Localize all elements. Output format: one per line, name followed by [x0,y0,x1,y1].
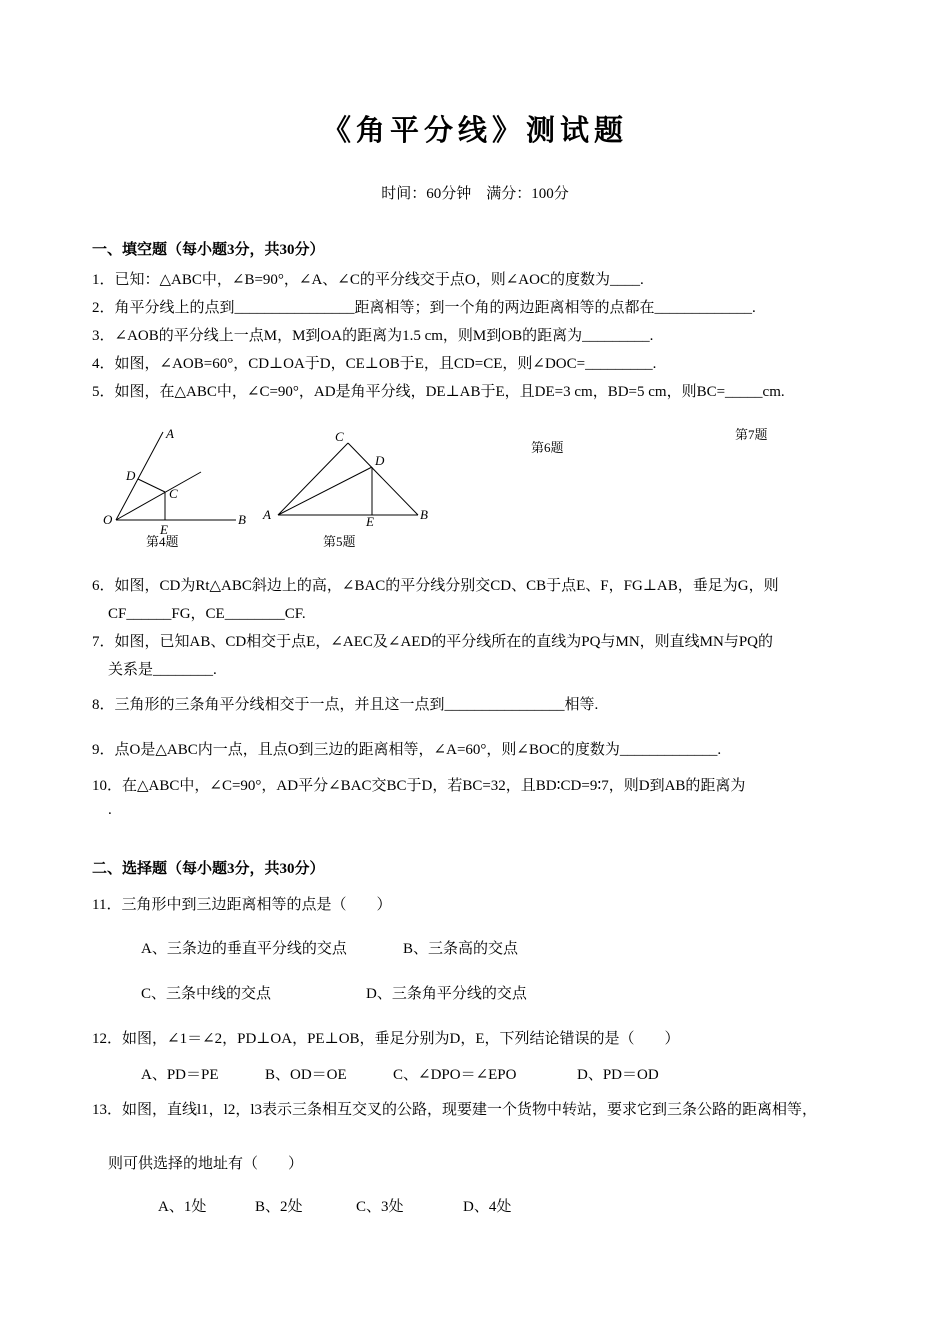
question-3: 3．∠AOB的平分线上一点M，M到OA的距离为1.5 cm，则M到OB的距离为_________. [92,328,654,344]
figure-5-diagram [258,425,438,530]
q11-option-a: A、三条边的垂直平分线的交点 [141,941,347,957]
q11-option-c: C、三条中线的交点 [141,986,272,1002]
section1-heading: 一、填空题（每小题3分，共30分） [92,242,325,258]
figure-5-caption: 第5题 [323,534,356,549]
fig4-label-c: C [169,486,178,501]
q13-option-b: B、2处 [255,1199,303,1215]
q11-option-d: D、三条角平分线的交点 [366,986,527,1002]
question-9: 9．点O是△ABC内一点，且点O到三边的距离相等，∠A=60°，则∠BOC的度数为_____________. [92,742,722,758]
fig5-label-b: B [420,507,428,522]
fig4-label-o: O [103,512,113,527]
fig4-label-e: E [160,522,168,537]
question-1: 1．已知：△ABC中，∠B=90°，∠A、∠C的平分线交于点O，则∠AOC的度数为____. [92,272,644,288]
fig4-label-d: D [126,468,136,483]
figure-4-caption: 第4题 [146,534,179,549]
fig4-label-a: A [166,426,174,441]
question-6: 6．如图，CD为Rt△ABC斜边上的高，∠BAC的平分线分别交CD、CB于点E、F，FG⊥AB，垂足为G，则 [92,578,779,594]
q11-option-b: B、三条高的交点 [403,941,519,957]
q12-option-d: D、PD＝OD [577,1067,659,1083]
figure-7-caption: 第7题 [735,427,768,442]
question-12: 12．如图，∠1＝∠2，PD⊥OA，PE⊥OB，垂足分别为D，E，下列结论错误的是（ ） [92,1031,680,1047]
question-7: 7．如图，已知AB、CD相交于点E，∠AEC及∠AED的平分线所在的直线为PQ与MN，则直线MN与PQ的 [92,634,773,650]
q12-option-b: B、OD＝OE [265,1067,347,1083]
fig5-label-e: E [366,514,374,529]
question-10-cont: . [108,802,112,818]
page-title: 《角平分线》测试题 [321,113,628,147]
question-13-cont: 则可供选择的地址有（ ） [108,1156,304,1172]
q12-option-a: A、PD＝PE [141,1067,219,1083]
question-8: 8．三角形的三条角平分线相交于一点，并且这一点到________________相等. [92,697,599,713]
question-7-cont: 关系是________. [108,662,217,678]
question-5: 5．如图，在△ABC中，∠C=90°，AD是角平分线，DE⊥AB于E，且DE=3 cm，BD=5 cm，则BC=_____cm. [92,384,785,400]
q13-option-a: A、1处 [158,1199,207,1215]
figure-6-caption: 第6题 [531,440,564,455]
question-4: 4．如图，∠AOB=60°，CD⊥OA于D，CE⊥OB于E，且CD=CE，则∠DOC=_________. [92,356,657,372]
fig4-label-b: B [238,512,246,527]
question-6-cont: CF______FG，CE________CF. [108,606,306,622]
q13-option-c: C、3处 [356,1199,404,1215]
question-13: 13．如图，直线l1，l2，l3表示三条相互交叉的公路，现要建一个货物中转站，要求它到三条公路的距离相等， [92,1102,818,1118]
section2-heading: 二、选择题（每小题3分，共30分） [92,861,325,877]
question-10: 10．在△ABC中，∠C=90°，AD平分∠BAC交BC于D，若BC=32，且BD∶CD=9∶7，则D到AB的距离为 [92,778,746,794]
fig5-label-d: D [375,453,385,468]
q13-option-d: D、4处 [463,1199,512,1215]
exam-info: 时间：60分钟 满分：100分 [381,186,569,202]
question-11: 11．三角形中到三边距离相等的点是（ ） [92,897,392,913]
fig5-label-a: A [263,507,271,522]
fig5-label-c: C [335,429,344,444]
question-2: 2．角平分线上的点到________________距离相等；到一个角的两边距离相等的点都在_____________. [92,300,756,316]
figure-4-diagram [98,420,248,540]
q12-option-c: C、∠DPO＝∠EPO [393,1067,517,1083]
